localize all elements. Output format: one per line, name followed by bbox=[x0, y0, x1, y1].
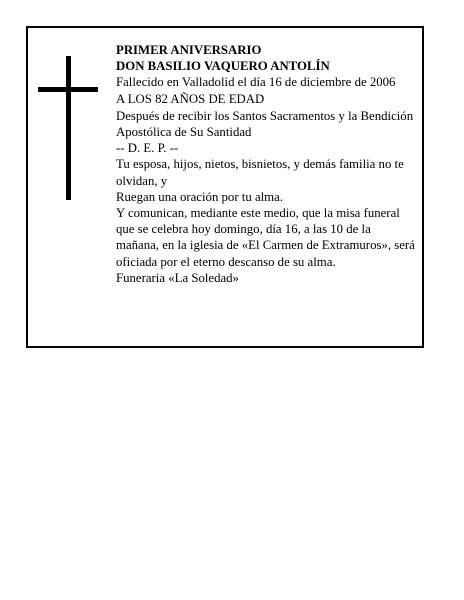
sacraments-text: Después de recibir los Santos Sacramentos y la Bendición Apostólica de Su Santidad bbox=[116, 108, 414, 140]
mass-text: Y comunican, mediante este medio, que la misa funeral que se celebra hoy domingo, día 16, a las 10 de la mañana, en la iglesia de «El Carmen de Extramuros», será oficiada por el eterno descanso de su alma. bbox=[116, 206, 415, 269]
cross-vertical-bar bbox=[66, 56, 71, 200]
cross-horizontal-bar bbox=[38, 87, 98, 92]
death-info: Fallecido en Valladolid el día 16 de diciembre de 2006 bbox=[116, 75, 396, 90]
funeral-home: Funeraria «La Soledad» bbox=[116, 270, 239, 285]
age-at-death: A LOS 82 AÑOS DE EDAD bbox=[116, 91, 265, 106]
notice-text bbox=[116, 42, 416, 286]
notice-heading: PRIMER ANIVERSARIO bbox=[116, 43, 262, 57]
deceased-name: DON BASILIO VAQUERO ANTOLÍN bbox=[116, 59, 330, 74]
family-text: Tu esposa, hijos, nietos, bisnietos, y demás familia no te olvidan, y bbox=[116, 157, 404, 188]
cross-icon bbox=[38, 56, 98, 200]
rip-text: -- D. E. P. -- bbox=[116, 141, 179, 156]
prayer-text: Ruegan una oración por tu alma. bbox=[116, 189, 284, 204]
obituary-notice bbox=[26, 26, 424, 348]
